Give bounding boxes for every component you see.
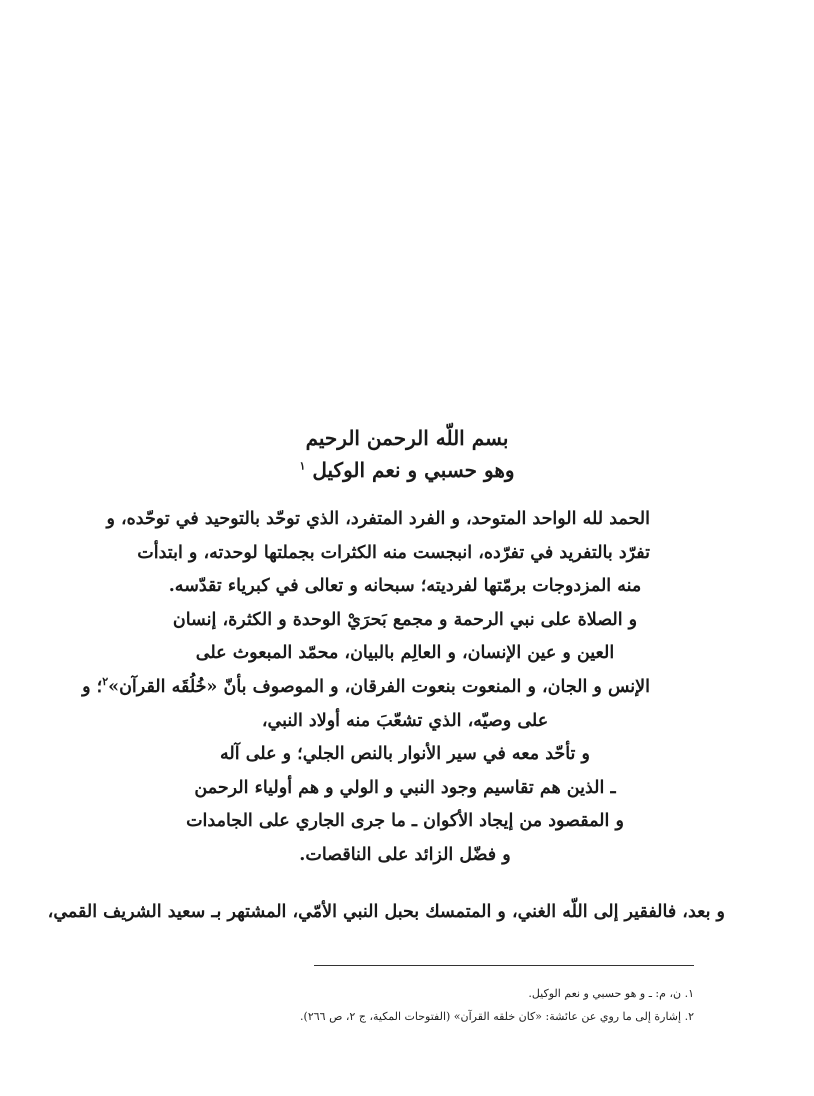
body-line-10: و المقصود من إيجاد الأكوان ـ ما جرى الجاري على الجامدات — [186, 811, 624, 832]
basmala: بسم اللّه الرحمن الرحيم — [305, 426, 509, 450]
body-line-2: تفرّد بالتفريد في تفرّده، انبجست منه الكثرات بجملتها لوحدته، و ابتدأت — [137, 542, 650, 563]
body-line-3: منه المزدوجات برمّتها لفرديته؛ سبحانه و تعالى في كبرياء تقدّسه. — [168, 576, 642, 597]
footnote-1: ١. ن، م: ـ و هو حسبي و نعم الوكيل. — [528, 987, 694, 1000]
footnote-ref-1: ١ — [299, 459, 306, 473]
footnote-2: ٢. إشارة إلى ما روي عن عائشة: «كان خلقه القرآن» (الفتوحات المكية، ج ٢، ص ٢٦٦). — [300, 1010, 694, 1023]
body-line-4: و الصلاة على نبي الرحمة و مجمع بَحرَيْ الوحدة و الكثرة، إنسان — [172, 609, 638, 630]
page-heading — [0, 422, 814, 486]
body-line-6-tail: ؛ و — [82, 676, 103, 697]
body-line-9: ـ الذين هم تقاسيم وجود النبي و الولي و هم أولياء الرحمن — [194, 777, 616, 798]
hasbi-text: وهو حسبي و نعم الوكيل — [312, 458, 515, 482]
body-line-8: و تأحّد معه في سير الأنوار بالنص الجلي؛ و على آله — [220, 744, 590, 765]
body-line-7: على وصيّه، الذي تشعّبَ منه أولاد النبي، — [261, 710, 549, 731]
footnotes — [134, 982, 694, 1028]
footnote-divider — [314, 965, 694, 966]
hasbi-line — [0, 454, 814, 486]
body-line-11: و فضّل الزائد على الناقصات. — [299, 844, 511, 865]
body-line-5: العين و عين الإنسان، و العالِم بالبيان، محمّد المبعوث على — [195, 643, 615, 664]
footnote-ref-2: ٢ — [102, 675, 109, 689]
body-line-1: الحمد لله الواحد المتوحد، و الفرد المتفرد، الذي توحّد بالتوحيد في توحّده، و — [106, 509, 650, 529]
closing-paragraph: و بعد، فالفقير إلى اللّه الغني، و المتمسك بحبل النبي الأمّي، المشتهر بـ سعيد الشريف القمي، — [47, 902, 725, 922]
body-line-6-text: الإنس و الجان، و المنعوت بنعوت الفرقان، و الموصوف بأنّ «خُلُقَه القرآن» — [108, 676, 650, 697]
body-text — [82, 503, 650, 873]
body-line-6 — [82, 671, 650, 705]
